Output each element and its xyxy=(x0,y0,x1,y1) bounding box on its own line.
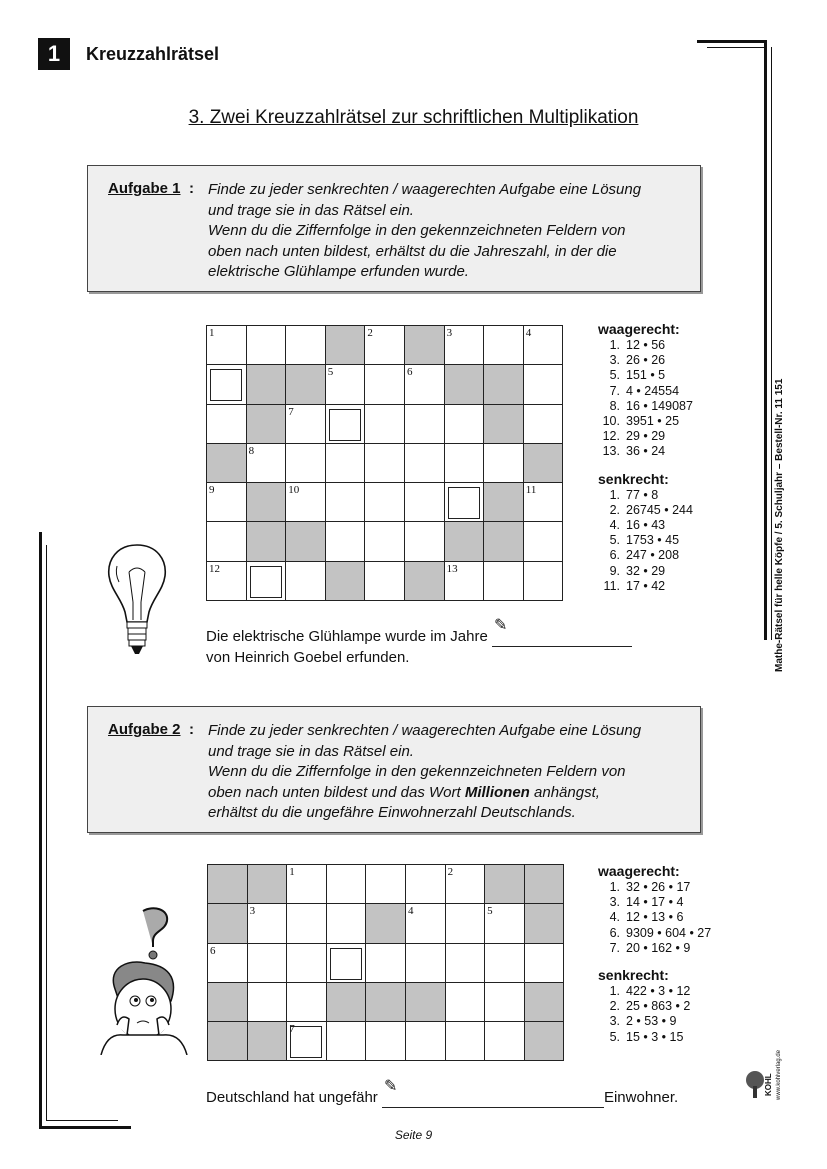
clue-number: 13 xyxy=(446,562,458,575)
grid-cell[interactable] xyxy=(485,1022,525,1061)
clue-number: 10 xyxy=(288,484,300,497)
clue-number: 12. xyxy=(602,429,620,444)
lightbulb-icon xyxy=(103,542,171,664)
clue-text: 14 • 17 • 4 xyxy=(626,895,684,910)
grid-cell[interactable] xyxy=(207,522,247,561)
grid-cell xyxy=(247,865,287,904)
clue-number: 9 xyxy=(209,484,215,497)
grid-cell[interactable] xyxy=(365,522,405,561)
grid-cell xyxy=(246,365,286,404)
clue-number: 4. xyxy=(609,910,620,925)
grid-cell xyxy=(286,365,326,404)
grid-cell[interactable] xyxy=(247,904,287,943)
grid-cell xyxy=(524,1022,564,1061)
grid-cell xyxy=(208,865,248,904)
grid-cell[interactable] xyxy=(366,1022,406,1061)
task2-instructions: Finde zu jeder senkrechten / waagerechten Aufgabe eine Lösung und trage sie in das Rätsel ein. Wenn du die Ziffernfolge in den gekennzeichneten Feldern von oben nach unten bildest und das Wort Millionen anhängst, erhältst du die ungefähre Einwohnerzahl Deutschlands. xyxy=(208,722,642,821)
clue-item xyxy=(598,384,693,399)
grid-cell xyxy=(207,443,247,482)
clue-text: 16 • 149087 xyxy=(626,398,693,413)
clue-text: 17 • 42 xyxy=(626,578,666,593)
clue-number: 4 xyxy=(407,905,414,918)
grid-cell[interactable] xyxy=(484,561,524,600)
clue-number: 7 xyxy=(289,1023,295,1036)
grid-cell[interactable] xyxy=(404,365,444,404)
grid-cell[interactable] xyxy=(366,865,406,904)
crossword-grid-1 xyxy=(206,325,563,601)
clue-number: 2 xyxy=(447,866,454,878)
pencil-icon: ✎ xyxy=(383,1078,398,1095)
grid-row xyxy=(208,943,564,982)
grid-row xyxy=(208,865,564,904)
clue-item xyxy=(598,518,693,533)
clue-text: 4 • 24554 xyxy=(626,383,680,398)
grid-cell[interactable] xyxy=(445,982,485,1021)
grid-cell xyxy=(246,404,286,443)
grid-cell[interactable] xyxy=(485,904,525,943)
grid-cell[interactable] xyxy=(365,561,405,600)
chapter-number: 1 xyxy=(38,38,70,70)
clue-number: 13. xyxy=(602,444,620,459)
grid-cell[interactable] xyxy=(405,943,445,982)
marked-field xyxy=(250,566,282,598)
grid-cell[interactable] xyxy=(325,404,365,443)
grid-cell[interactable] xyxy=(484,326,524,365)
pencil-icon: ✎ xyxy=(493,617,508,634)
clue-item xyxy=(598,353,693,368)
clue-item xyxy=(598,941,711,956)
publisher-url: www.kohlverlag.de xyxy=(776,1049,782,1100)
grid-cell[interactable] xyxy=(207,561,247,600)
grid-row xyxy=(207,443,563,482)
clue-text: 1753 • 45 xyxy=(626,533,680,548)
clue-number: 5 xyxy=(487,905,493,918)
clue-item xyxy=(598,429,693,444)
grid-cell[interactable] xyxy=(445,904,485,943)
grid-cell[interactable] xyxy=(207,404,247,443)
clue-item xyxy=(598,503,693,518)
clue-item xyxy=(598,984,711,999)
grid-cell[interactable] xyxy=(207,326,247,365)
clue-number: 7. xyxy=(609,940,620,955)
clue-number: 2 xyxy=(367,327,373,339)
clue-item xyxy=(598,579,693,594)
clue-item xyxy=(598,444,693,459)
grid-row xyxy=(207,326,563,365)
task2-clues: waagerecht: 1. 32 • 26 • 17 3. 14 • 17 • 4 4. 12 • 13 • 6 6. 9309 • 604 • 27 7. 20 • 162 • 9 senkrecht: 1. 422 • 3 • 12 2. 25 • 863 • 2 3. 2 • 53 • 9 5. 15 • 3 • 15 xyxy=(598,863,712,1044)
grid-cell[interactable] xyxy=(325,483,365,522)
grid-cell[interactable] xyxy=(246,326,286,365)
grid-cell[interactable] xyxy=(445,1022,485,1061)
chapter-title: Kreuzzahlrätsel xyxy=(86,44,220,64)
clue-number: 3. xyxy=(609,353,620,368)
clue-item xyxy=(598,414,693,429)
grid-cell xyxy=(484,522,524,561)
grid-row xyxy=(208,982,564,1021)
clue-text: 3951 • 25 xyxy=(626,414,680,429)
task2-box xyxy=(87,706,701,833)
clue-number: 1 xyxy=(289,866,295,878)
grid-cell xyxy=(484,483,524,522)
grid-cell[interactable] xyxy=(365,443,405,482)
clue-number: 1. xyxy=(609,487,620,502)
grid-cell xyxy=(404,561,444,600)
clue-number: 11. xyxy=(603,578,620,593)
grid-row xyxy=(208,1022,564,1061)
clue-text: 32 • 29 xyxy=(626,563,666,578)
clue-number: 9. xyxy=(609,563,620,578)
grid-row xyxy=(207,365,563,404)
grid-cell[interactable] xyxy=(523,326,563,365)
grid-cell[interactable] xyxy=(365,404,405,443)
clue-text: 2 • 53 • 9 xyxy=(626,1014,677,1029)
marked-field xyxy=(448,487,480,519)
clue-text: 15 • 3 • 15 xyxy=(626,1029,684,1044)
grid-row xyxy=(208,904,564,943)
grid-cell[interactable] xyxy=(208,943,248,982)
grid-cell[interactable] xyxy=(326,865,366,904)
clue-number: 3. xyxy=(609,1014,620,1029)
grid-cell xyxy=(366,982,406,1021)
grid-cell xyxy=(246,483,286,522)
clue-item xyxy=(598,399,693,414)
clue-number: 6 xyxy=(406,366,413,379)
grid-row xyxy=(207,483,563,522)
grid-cell[interactable] xyxy=(325,365,365,404)
clue-item xyxy=(598,926,711,941)
clue-number: 2. xyxy=(609,999,620,1014)
clue-number: 1. xyxy=(609,338,620,352)
clue-number: 8 xyxy=(248,444,255,457)
task1-colon: : xyxy=(189,180,194,197)
grid-cell[interactable] xyxy=(523,404,563,443)
clue-number: 6. xyxy=(609,548,620,563)
grid-cell[interactable] xyxy=(404,522,444,561)
grid-cell xyxy=(404,326,444,365)
clue-number: 6 xyxy=(210,944,216,957)
grid-cell[interactable] xyxy=(326,943,366,982)
task1-clues: waagerecht: 1. 12 • 56 3. 26 • 26 5. 151 • 5 7. 4 • 24554 8. 16 • 149087 10. 3951 • 25 12. 29 • 29 13. 36 • 24 senkrecht: 1. 77 • 8 2. 26745 • 244 4. 16 • 43 5. 1753 • 45 6. 247 • 208 9. 32 • 29 11. 17 • 42 xyxy=(598,321,693,593)
publisher-name: KOHL xyxy=(764,1073,773,1096)
task2-answer: Deutschland hat ungefähr ✎ Einwohner. xyxy=(206,1078,679,1106)
grid-cell xyxy=(208,982,248,1021)
clue-item xyxy=(598,1014,711,1029)
grid-cell[interactable] xyxy=(445,865,485,904)
grid-cell xyxy=(208,904,248,943)
clue-text: 77 • 8 xyxy=(626,487,659,502)
clue-number: 11 xyxy=(525,484,537,497)
grid-cell[interactable] xyxy=(287,904,327,943)
grid-cell[interactable] xyxy=(405,1022,445,1061)
grid-cell[interactable] xyxy=(286,326,326,365)
grid-cell[interactable] xyxy=(246,443,286,482)
grid-cell xyxy=(325,326,365,365)
clue-text: 151 • 5 xyxy=(626,368,666,383)
clue-item xyxy=(598,488,693,503)
clue-item xyxy=(598,999,711,1014)
grid-cell[interactable] xyxy=(207,483,247,522)
grid-cell xyxy=(326,982,366,1021)
grid-cell[interactable] xyxy=(286,483,326,522)
clue-text: 12 • 13 • 6 xyxy=(626,910,684,925)
grid-cell[interactable] xyxy=(366,943,406,982)
grid-cell[interactable] xyxy=(524,943,564,982)
marked-field xyxy=(329,409,361,441)
side-order-text: Mathe-Rätsel für helle Köpfe / 5. Schuljahr – Bestell-Nr. 11 151 xyxy=(774,378,785,672)
grid-cell xyxy=(286,522,326,561)
clue-item xyxy=(598,1030,711,1045)
clue-number: 3 xyxy=(249,905,256,918)
marked-field xyxy=(210,369,242,401)
grid-cell[interactable] xyxy=(286,404,326,443)
grid-cell[interactable] xyxy=(444,404,484,443)
clue-number: 6. xyxy=(609,925,620,940)
clue-number: 5. xyxy=(609,533,620,548)
clue-number: 5. xyxy=(609,368,620,383)
grid-cell[interactable] xyxy=(523,365,563,404)
clue-text: 29 • 29 xyxy=(626,429,666,444)
grid-cell xyxy=(247,1022,287,1061)
grid-cell[interactable] xyxy=(445,943,485,982)
grid-cell[interactable] xyxy=(287,865,327,904)
grid-cell[interactable] xyxy=(523,561,563,600)
clue-text: 25 • 863 • 2 xyxy=(626,999,691,1014)
clue-text: 32 • 26 • 17 xyxy=(626,880,691,894)
clue-item xyxy=(598,895,711,910)
grid-cell[interactable] xyxy=(325,443,365,482)
clue-number: 3 xyxy=(446,327,453,339)
clue-item xyxy=(598,368,693,383)
grid-row xyxy=(207,404,563,443)
grid-cell xyxy=(484,365,524,404)
clue-number: 7. xyxy=(609,383,620,398)
grid-cell[interactable] xyxy=(246,561,286,600)
clue-number: 5 xyxy=(327,366,334,379)
grid-cell xyxy=(485,865,525,904)
clue-text: 26 • 26 xyxy=(626,353,666,368)
grid-cell[interactable] xyxy=(287,982,327,1021)
grid-cell xyxy=(366,904,406,943)
grid-cell[interactable] xyxy=(404,404,444,443)
clue-number: 4. xyxy=(609,518,620,533)
grid-cell xyxy=(524,982,564,1021)
tree-icon xyxy=(744,1070,766,1100)
task2-label: Aufgabe 2 xyxy=(108,721,181,738)
clue-number: 2. xyxy=(609,502,620,517)
grid-cell xyxy=(484,404,524,443)
clue-text: 26745 • 244 xyxy=(626,502,693,517)
page-number: Seite 9 xyxy=(394,1128,433,1142)
publisher-logo xyxy=(742,1036,782,1100)
grid-cell[interactable] xyxy=(485,943,525,982)
task1-instructions: Finde zu jeder senkrechten / waagerechten Aufgabe eine Lösung und trage sie in das Rätsel ein. Wenn du die Ziffernfolge in den gekennzeichneten Feldern von oben nach unten bildest, erhältst du die Jahreszahl, in der die elektrische Glühlampe erfunden wurde. xyxy=(208,181,642,280)
clue-number: 5. xyxy=(609,1029,620,1044)
grid-cell[interactable] xyxy=(404,443,444,482)
clue-item xyxy=(598,564,693,579)
grid-cell xyxy=(524,865,564,904)
grid-cell[interactable] xyxy=(485,982,525,1021)
task1-answer-blank[interactable] xyxy=(492,617,632,647)
grid-row xyxy=(207,561,563,600)
grid-cell[interactable] xyxy=(287,943,327,982)
grid-cell[interactable] xyxy=(326,1022,366,1061)
clue-text: 12 • 56 xyxy=(626,338,666,352)
clue-text: 247 • 208 xyxy=(626,548,680,563)
grid-cell[interactable] xyxy=(523,483,563,522)
grid-cell[interactable] xyxy=(444,483,484,522)
clue-text: 422 • 3 • 12 xyxy=(626,984,691,999)
clue-text: 9309 • 604 • 27 xyxy=(626,925,712,940)
grid-cell[interactable] xyxy=(326,904,366,943)
grid-cell[interactable] xyxy=(325,522,365,561)
grid-cell[interactable] xyxy=(523,522,563,561)
clue-item xyxy=(598,533,693,548)
grid-cell xyxy=(444,365,484,404)
grid-cell[interactable] xyxy=(444,443,484,482)
task1-label: Aufgabe 1 xyxy=(108,180,181,197)
grid-row xyxy=(207,522,563,561)
grid-cell[interactable] xyxy=(247,943,287,982)
grid-cell[interactable] xyxy=(484,443,524,482)
clue-number: 1. xyxy=(609,880,620,894)
page-title: 3. Zwei Kreuzzahlrätsel zur schriftlichen Multiplikation xyxy=(188,107,639,128)
clue-item xyxy=(598,548,693,563)
clue-number: 3. xyxy=(609,895,620,910)
grid-cell[interactable] xyxy=(444,326,484,365)
grid-cell[interactable] xyxy=(405,904,445,943)
clue-text: 36 • 24 xyxy=(626,444,666,459)
task1-box xyxy=(87,165,701,292)
grid-cell xyxy=(405,982,445,1021)
grid-cell[interactable] xyxy=(444,561,484,600)
clue-item xyxy=(598,910,711,925)
clue-item xyxy=(598,338,693,353)
grid-cell[interactable] xyxy=(286,561,326,600)
clue-number: 7 xyxy=(288,405,294,418)
clue-number: 10. xyxy=(602,414,620,429)
clue-text: 20 • 162 • 9 xyxy=(626,940,691,955)
crossword-grid-2 xyxy=(207,864,564,1061)
grid-cell[interactable] xyxy=(405,865,445,904)
grid-cell[interactable] xyxy=(365,326,405,365)
grid-cell[interactable] xyxy=(404,483,444,522)
grid-cell[interactable] xyxy=(365,483,405,522)
task1-answer: Die elektrische Glühlampe wurde im Jahre ✎ von Heinrich Goebel erfunden. xyxy=(206,626,632,668)
clue-number: 1 xyxy=(209,327,215,339)
grid-cell xyxy=(208,1022,248,1061)
grid-cell[interactable] xyxy=(207,365,247,404)
thinking-boy-icon xyxy=(97,905,189,1055)
grid-cell[interactable] xyxy=(286,443,326,482)
grid-cell xyxy=(523,443,563,482)
task2-colon: : xyxy=(189,721,194,738)
marked-field xyxy=(330,948,362,980)
clue-number: 4 xyxy=(525,327,532,339)
clue-number: 8. xyxy=(609,398,620,413)
clue-number: 12 xyxy=(209,562,220,575)
clue-number: 1. xyxy=(609,984,620,999)
grid-cell[interactable] xyxy=(287,1022,327,1061)
grid-cell xyxy=(444,522,484,561)
task2-answer-blank[interactable] xyxy=(382,1078,604,1108)
grid-cell xyxy=(524,904,564,943)
grid-cell xyxy=(246,522,286,561)
grid-cell[interactable] xyxy=(247,982,287,1021)
grid-cell xyxy=(325,561,365,600)
grid-cell[interactable] xyxy=(365,365,405,404)
clue-item xyxy=(598,880,711,895)
clue-text: 16 • 43 xyxy=(626,518,666,533)
